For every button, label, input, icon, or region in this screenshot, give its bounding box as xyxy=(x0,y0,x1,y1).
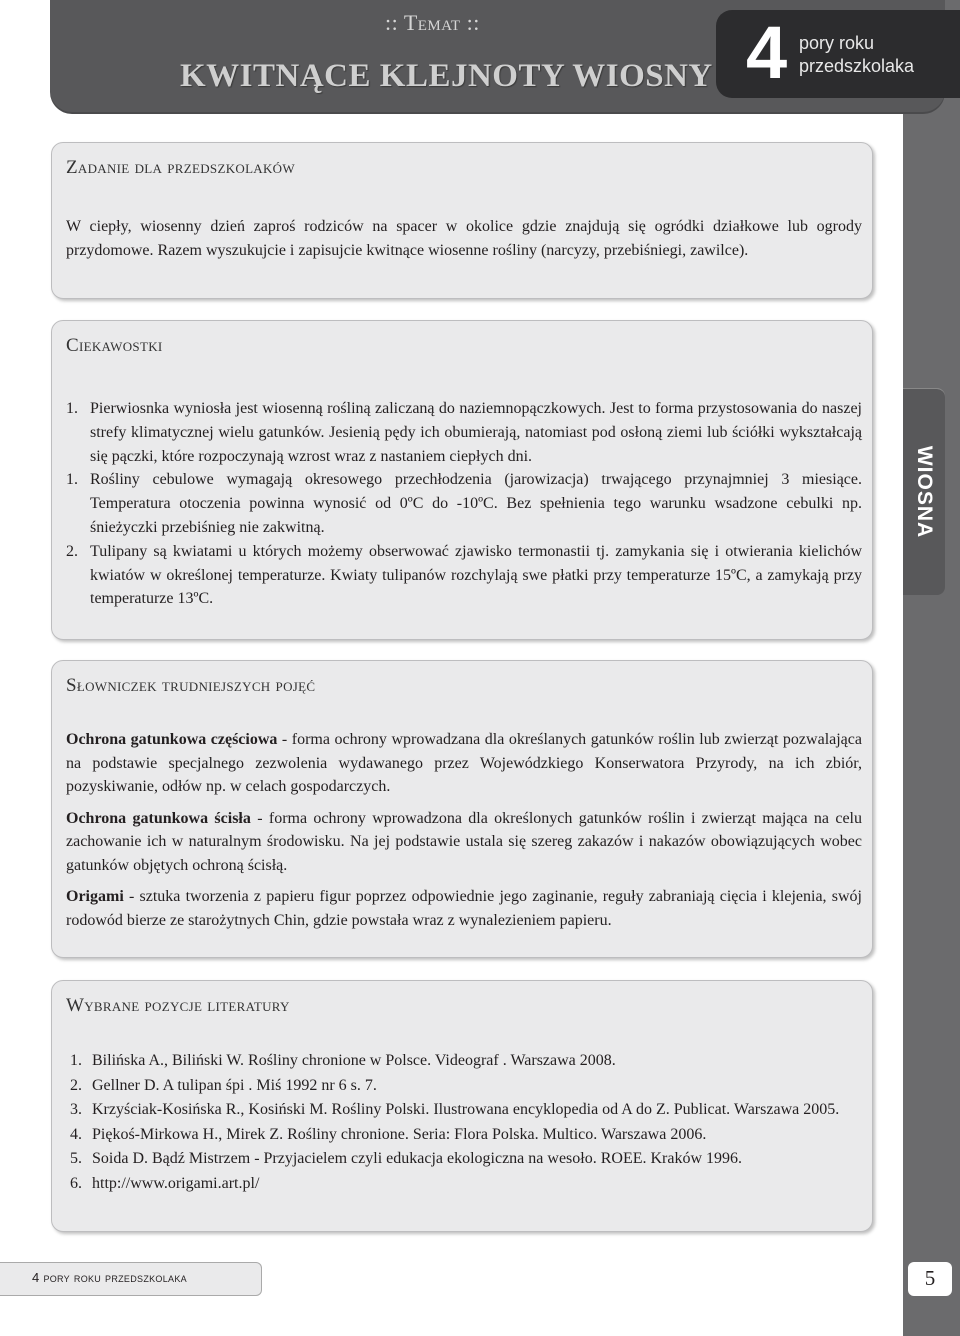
literature-item xyxy=(70,1147,860,1172)
glossary-definition: - forma ochrony wprowadzana dla określanych gatunków roślin lub zwierząt pozwalająca na podstawie specjalnego zezwolenia wydawanego przez Wojewódzkiego Konserwatora Przyrody, na ich zbiór, pozyskiwanie, odłów np. w celach gospodarczych. xyxy=(66,731,862,795)
task-paragraph: W ciepły, wiosenny dzień zaproś rodziców na spacer w okolice gdzie znajdują się ogródki działkowe lub ogrody przydomowe. Razem wyszukujcie i zapisujcie kwitnące wiosenne rośliny (narcyzy, przebiśniegi, zawilce). xyxy=(66,218,862,259)
facts-list xyxy=(66,397,862,611)
literature-text: Piękoś-Mirkowa H., Mirek Z. Rośliny chronione. Seria: Flora Polska. Multico. Warszawa 2006. xyxy=(92,1125,707,1143)
fact-text: Tulipany są kwiatami u których możemy obserwować zjawisko termonastii tj. zamykania się i otwierania kielichów kwiatów w określonej temperaturze. Kwiaty tulipanów rozchylają swe płatki przy temperaturze 15ºC, a zamykają przy temperaturze 13ºC. xyxy=(90,542,862,608)
literature-number: 2. xyxy=(70,1076,82,1094)
literature-text: Soida D. Bądź Mistrzem - Przyjacielem czyli edukacja ekologiczna na wesoło. ROEE. Kraków 1996. xyxy=(92,1150,743,1168)
literature-number: 5. xyxy=(70,1150,82,1168)
literature-list xyxy=(70,1049,860,1197)
glossary-definition: - forma ochrony wprowadzona dla określonych gatunków roślin i zwierząt mająca na celu zachowanie ich w naturalnym środowisku. Na jej podstawie ustala się szereg zakazów i nakazów obowiązujących wobec gatunków objętych ochroną ścisłą. xyxy=(66,809,863,874)
literature-number: 1. xyxy=(70,1052,82,1069)
fact-number: 1. xyxy=(66,471,78,489)
glossary-heading: Słowniczek trudniejszych pojęć xyxy=(66,675,316,696)
season-label: WIOSNA xyxy=(913,445,936,539)
task-heading: Zadanie dla przedszkolaków xyxy=(66,157,295,178)
literature-item xyxy=(70,1049,860,1074)
task-text xyxy=(66,215,862,262)
literature-heading: Wybrane pozycje literatury xyxy=(66,995,290,1016)
glossary-term: Ochrona gatunkowa ścisła xyxy=(66,809,251,827)
literature-item xyxy=(70,1123,860,1148)
literature-number: 6. xyxy=(70,1174,82,1192)
series-badge xyxy=(716,10,960,98)
page-title: KWITNĄCE KLEJNOTY WIOSNY xyxy=(180,58,713,94)
fact-number: 2. xyxy=(66,542,78,560)
badge-line-1: pory roku xyxy=(799,33,875,53)
fact-item xyxy=(66,540,862,611)
literature-item xyxy=(70,1074,860,1099)
glossary-term: Ochrona gatunkowa częściowa xyxy=(66,731,278,748)
glossary-box xyxy=(51,660,873,958)
literature-link[interactable]: http://www.origami.art.pl/ xyxy=(92,1174,260,1192)
literature-number: 4. xyxy=(70,1125,82,1143)
glossary-definition: - sztuka tworzenia z papieru figur poprzez odpowiednie jego zaginanie, reguły zabraniają cięcia i klejenia, swój rodowód bierze ze starożytnych Chin, gdzie powstała wraz z wynalezieniem papieru. xyxy=(66,888,862,929)
badge-line-2: przedszkolaka xyxy=(799,56,915,76)
glossary-term: Origami xyxy=(66,888,124,905)
literature-item xyxy=(70,1172,860,1197)
page-number: 5 xyxy=(924,1266,936,1290)
literature-text: Krzyściak-Kosińska R., Kosiński M. Rośliny Polski. Ilustrowana encyklopedia od A do Z. Publicat. Warszawa 2005. xyxy=(92,1101,840,1119)
fact-item xyxy=(66,397,862,468)
literature-box xyxy=(51,980,873,1232)
season-side-tab-fill xyxy=(903,389,945,595)
glossary-entry xyxy=(66,807,862,878)
facts-heading: Ciekawostki xyxy=(66,335,163,356)
facts-box xyxy=(51,320,873,640)
right-margin-strip xyxy=(903,0,960,1336)
badge-text xyxy=(799,32,914,78)
fact-number: 1. xyxy=(66,400,78,417)
glossary-entry xyxy=(66,728,862,799)
page-number-box xyxy=(908,1262,952,1296)
fact-text: Rośliny cebulowe wymagają okresowego przechłodzenia (jarowizacja) trwającego przynajmniej 3 miesiące. Temperatura otoczenia powinna wynosić od 0ºC do -10ºC. Bez spełnienia tego warunku wsadzone cebulki np. śnieżyczki przebiśnieg nie zakwitną. xyxy=(90,471,862,536)
literature-number: 3. xyxy=(70,1101,82,1119)
theme-label: :: Temat :: xyxy=(385,10,480,35)
task-box xyxy=(51,142,873,299)
fact-text: Pierwiosnka wyniosła jest wiosenną rośliną zaliczaną do naziemnopączkowych. Jest to forma przystosowania do naszej strefy klimatycznej wielu gatunków. Jesienią pędy ich obumierają, natomiast pod osłoną ziemi lub ściółki wykształcają się pączki, które rozpoczynają wzrost wraz z nastaniem ciepłych dni. xyxy=(90,400,862,465)
glossary-entry xyxy=(66,885,862,932)
fact-item xyxy=(66,468,862,539)
badge-number: 4 xyxy=(746,11,788,94)
footer-label-text: 4 pory roku przedszkolaka xyxy=(32,1270,187,1285)
glossary-body xyxy=(66,728,862,940)
literature-text: Bilińska A., Biliński W. Rośliny chronione w Polsce. Videograf . Warszawa 2008. xyxy=(92,1052,616,1069)
season-side-tab xyxy=(903,388,945,594)
literature-text: Gellner D. A tulipan śpi . Miś 1992 nr 6 s. 7. xyxy=(92,1076,377,1094)
literature-item xyxy=(70,1098,860,1123)
footer-series-label xyxy=(0,1262,262,1296)
